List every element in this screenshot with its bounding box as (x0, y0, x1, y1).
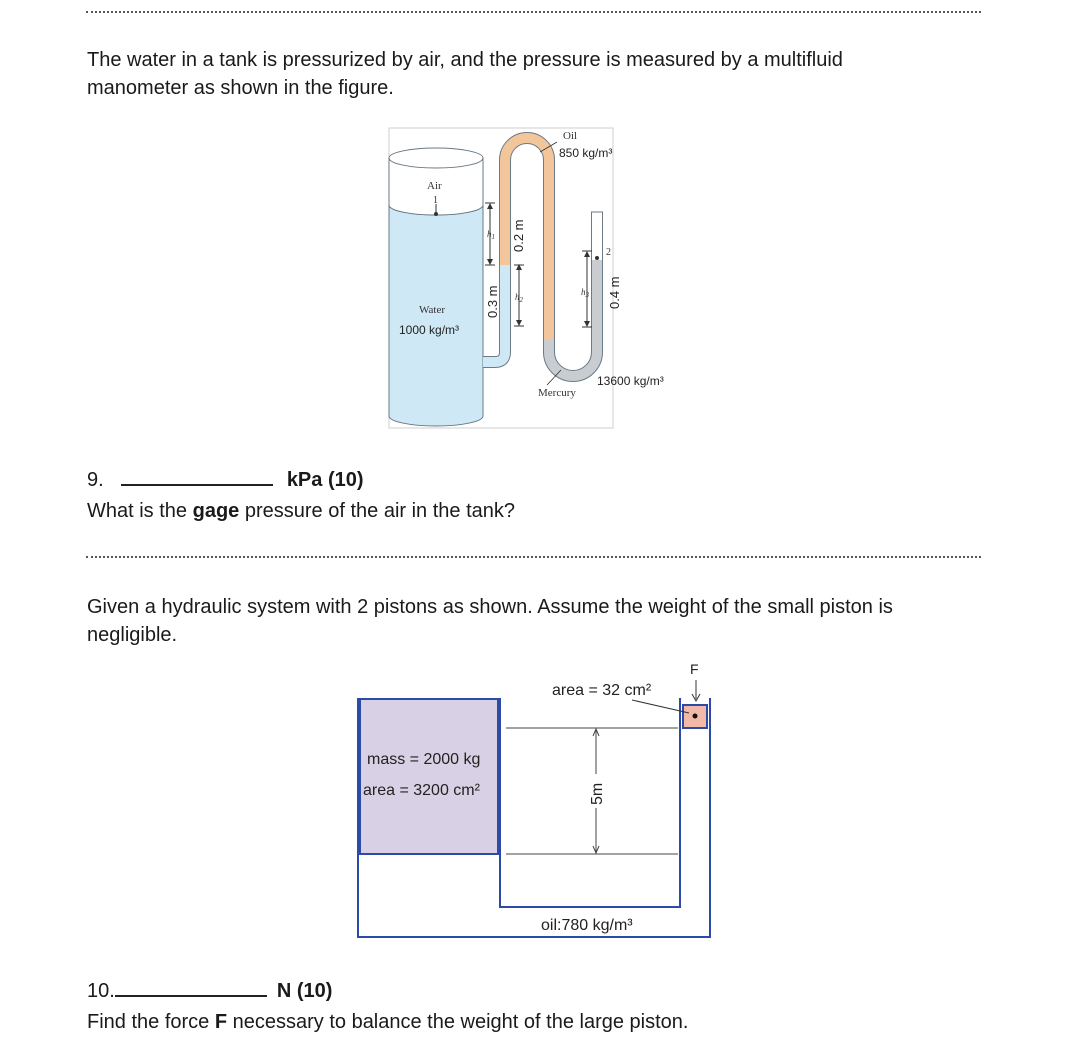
tank-top (389, 148, 483, 168)
point-2-marker (595, 256, 599, 260)
dim-0.2m-label: 0.2 m (511, 219, 526, 252)
problem10-answer-blank[interactable] (115, 995, 267, 997)
point-1-label: 1 (433, 195, 438, 206)
separator-top (86, 11, 981, 13)
large-piston-area: area = 3200 cm² (363, 782, 480, 799)
h3-label: $h_3$ (581, 287, 589, 299)
problem10-question (87, 1009, 688, 1035)
point-1-marker (434, 212, 438, 216)
height-label: 5m (589, 782, 606, 805)
water-label: Water (419, 304, 445, 316)
dim-0.3m-label: 0.3 m (485, 285, 500, 318)
problem9-question (87, 498, 515, 524)
h1-label: $h_1$ (487, 229, 495, 241)
hydraulic-figure (350, 655, 730, 945)
oil-density: 850 kg/m³ (559, 146, 613, 160)
water-density: 1000 kg/m³ (399, 323, 460, 337)
problem9-question-text: What is the (87, 500, 193, 522)
separator-middle (86, 556, 981, 558)
problem9-number: 9. (87, 469, 104, 491)
mercury-density: 13600 kg/m³ (597, 374, 664, 388)
air-label: Air (427, 180, 442, 192)
manometer-figure (386, 127, 686, 432)
problem10-question-text: Find the force (87, 1011, 215, 1033)
problem9-intro: The water in a tank is pressurized by air, and the pressure is measured by a multifluid manometer as shown in the figure. (87, 49, 843, 99)
problem10-number: 10. (87, 980, 115, 1002)
problem10-answer-line (87, 978, 332, 1004)
large-piston (360, 699, 498, 854)
oil-density-label: oil:780 kg/m³ (541, 917, 633, 934)
mercury-label: Mercury (538, 387, 576, 399)
point-2-label: 2 (606, 247, 611, 258)
problem9-question-bold: gage (192, 500, 240, 522)
problem9-answer-blank[interactable] (121, 484, 273, 486)
oil-label: Oil (563, 130, 578, 142)
force-label: F (690, 661, 699, 677)
large-piston-mass: mass = 2000 kg (367, 751, 481, 768)
problem10-intro: Given a hydraulic system with 2 pistons as shown. Assume the weight of the small piston is negligible. (87, 596, 893, 646)
problem9-unit: kPa (10) (286, 469, 364, 491)
problem9-answer-line (87, 467, 364, 493)
small-piston-area: area = 32 cm² (552, 682, 652, 699)
problem10-question-bold: F (214, 1011, 228, 1033)
h2-label: $h_2$ (515, 292, 523, 304)
small-piston-dot (693, 714, 698, 719)
problem10-unit: N (10) (276, 980, 333, 1002)
problem9-question-text-end: pressure of the air in the tank? (239, 500, 516, 522)
dim-0.4m-label: 0.4 m (607, 276, 622, 309)
problem10-question-text-end: necessary to balance the weight of the large piston. (227, 1011, 689, 1033)
tube-mercury (549, 260, 597, 376)
